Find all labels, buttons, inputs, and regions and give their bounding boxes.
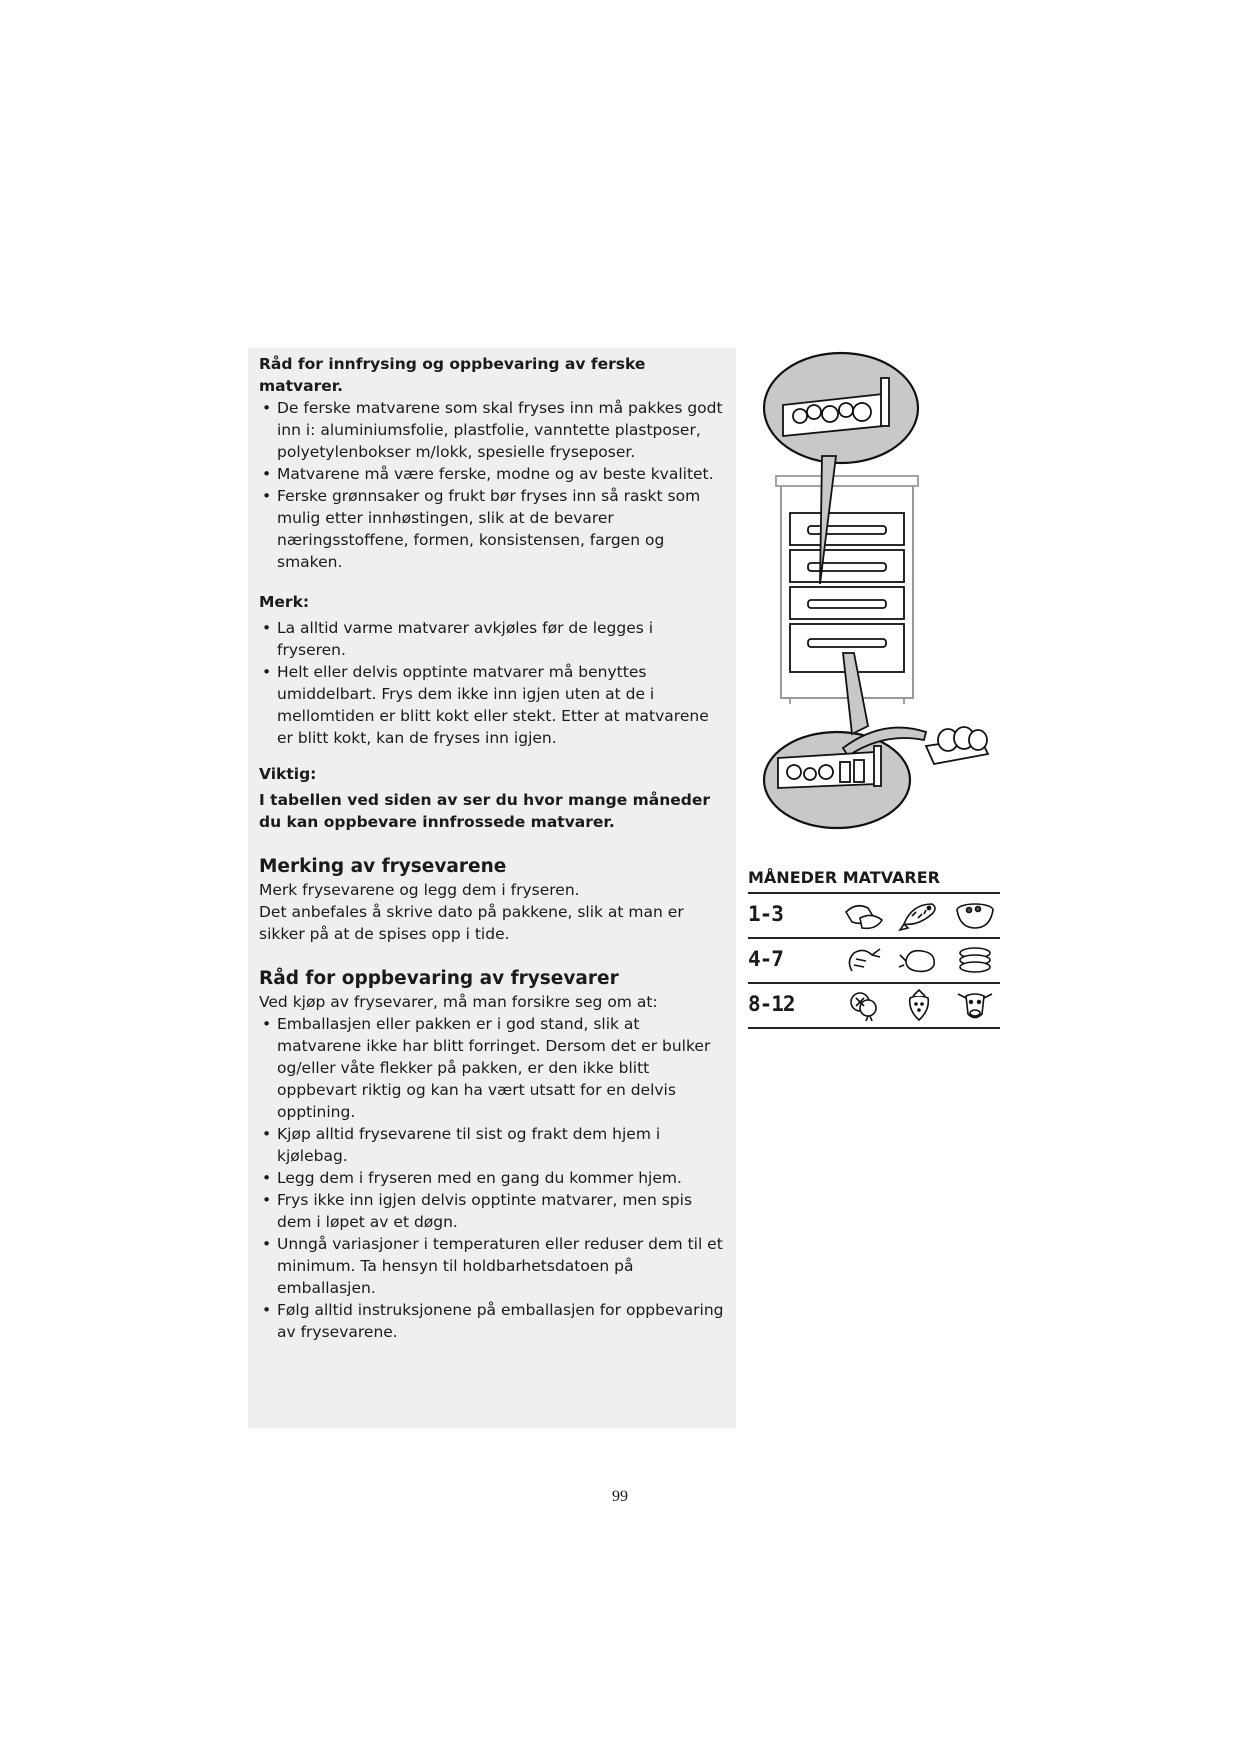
page-number: 99: [612, 1488, 628, 1505]
rad-oppbevaring-bullet: • Legg dem i fryseren med en gang du kommer hjem.: [259, 1167, 725, 1189]
merking-paragraph: Det anbefales å skrive dato på pakkene, slik at man er sikker på at de spises opp i tide.: [259, 903, 684, 943]
rad-oppbevaring-bullet: • Følg alltid instruksjonene på emballasjen for oppbevaring av frysevarene.: [259, 1299, 725, 1343]
storage-table-title: MÅNEDER MATVARER: [748, 868, 940, 887]
table-row: [748, 982, 1000, 1029]
section1-bullet: • Ferske grønnsaker og frukt bør fryses inn så raskt som mulig etter innhøstingen, slik at de bevarer næringsstoffene, formen, konsistensen, fargen og smaken.: [259, 485, 725, 573]
section1-bullets: [259, 397, 725, 573]
merk-bullets: [259, 617, 725, 749]
section1-heading: Råd for innfrysing og oppbevaring av ferske matvarer.: [259, 355, 646, 395]
rad-oppbevaring-bullet: • Kjøp alltid frysevarene til sist og frakt dem hjem i kjølebag.: [259, 1123, 725, 1167]
chicken-icon: [898, 943, 940, 977]
rad-oppbevaring-bullet: • Emballasjen eller pakken er i god stand, slik at matvarene ikke har blitt forringet. Dersom det er bulker og/eller våte flekker på pakken, er den ikke blitt oppbevart riktig og kan ha vært utsatt for en delvis opptining.: [259, 1013, 725, 1123]
burger-patties-icon: [954, 943, 996, 977]
rad-oppbevaring-bullets: [259, 1013, 725, 1343]
shrimp-icon: [842, 943, 884, 977]
cow-icon: [954, 988, 996, 1022]
merking-heading: Merking av frysevarene: [259, 856, 507, 877]
fish-icon: [898, 898, 940, 932]
merking-paragraph: Merk frysevarene og legg dem i fryseren.: [259, 881, 580, 899]
storage-table: [748, 892, 1000, 1029]
rad-oppbevaring-bullet: • Unngå variasjoner i temperaturen eller reduser dem til et minimum. Ta hensyn til holdbarhetsdatoen på emballasjen.: [259, 1233, 725, 1299]
text-column-inner: [259, 353, 725, 1343]
section1-bullet: • Matvarene må være ferske, modne og av beste kvalitet.: [259, 463, 725, 485]
merk-heading: Merk:: [259, 593, 310, 611]
freezer-illustration: [748, 348, 1010, 838]
merk-bullet: • La alltid varme matvarer avkjøles før de legges i fryseren.: [259, 617, 725, 661]
rad-oppbevaring-bullet: • Frys ikke inn igjen delvis opptinte matvarer, men spis dem i løpet av et døgn.: [259, 1189, 725, 1233]
merk-bullet: • Helt eller delvis opptinte matvarer må benyttes umiddelbart. Frys dem ikke inn igjen uten at de i mellomtiden er blitt kokt eller stekt. Etter at matvarene er blitt kokt, kan de fryses inn igjen.: [259, 661, 725, 749]
viktig-text: I tabellen ved siden av ser du hvor mange måneder du kan oppbevare innfrossede matvarer.: [259, 791, 711, 831]
rad-oppbevaring-intro: Ved kjøp av frysevarer, må man forsikre seg om at:: [259, 993, 658, 1011]
soup-bowl-icon: [954, 898, 996, 932]
months-label: 4-7: [748, 947, 783, 971]
bread-icon: [842, 898, 884, 932]
months-label: 1-3: [748, 902, 783, 926]
table-row: [748, 892, 1000, 937]
months-label: 8-12: [748, 992, 795, 1016]
section1-bullet: • De ferske matvarene som skal fryses inn må pakkes godt inn i: aluminiumsfolie, plastfolie, vanntette plastposer, polyetylenbokser m/lokk, spesielle fryseposer.: [259, 397, 725, 463]
vegetables-icon: [842, 988, 884, 1022]
table-row: [748, 937, 1000, 982]
viktig-heading: Viktig:: [259, 765, 317, 783]
rad-oppbevaring-heading: Råd for oppbevaring av frysevarer: [259, 968, 619, 989]
text-column: [248, 348, 736, 1428]
strawberry-icon: [898, 988, 940, 1022]
